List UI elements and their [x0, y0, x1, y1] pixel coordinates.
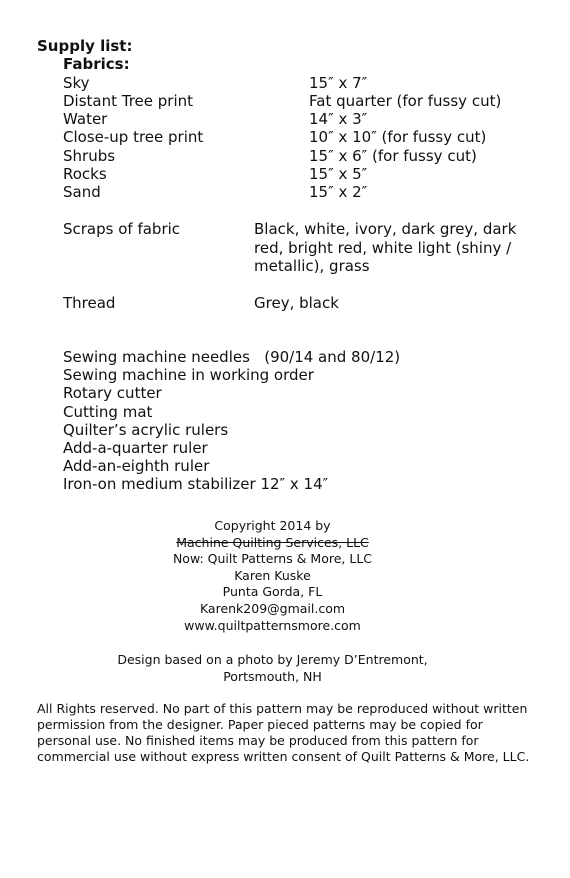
rights-notice: All Rights reserved. No part of this pattern may be reproduced without written permission from the designer. Paper pieced patterns may be copied for personal use. No finished items may be produced from this pattern for commercial use without express written consent of Quilt Patterns & More, LLC. — [37, 701, 530, 764]
fabric-name: Close-up tree print — [63, 128, 204, 146]
list-item: Cutting mat — [63, 402, 153, 421]
fabric-size: 15″ x 6″ (for fussy cut) — [309, 147, 477, 165]
list-item: Add-a-quarter ruler — [63, 439, 208, 458]
thread-value: Grey, black — [254, 294, 339, 312]
fabrics-subheading: Fabrics: — [63, 55, 130, 73]
author-name: Karen Kuske — [234, 567, 311, 583]
website: www.quiltpatternsmore.com — [184, 617, 361, 633]
fabric-size: 15″ x 2″ — [309, 183, 368, 201]
fabric-size: Fat quarter (for fussy cut) — [309, 92, 502, 110]
supply-list-heading: Supply list: — [37, 37, 133, 55]
fabric-name: Sky — [63, 74, 90, 92]
former-company-name: Machine Quilting Services, LLC — [176, 534, 369, 550]
fabric-name: Rocks — [63, 165, 107, 183]
fabric-name: Sand — [63, 183, 101, 201]
design-credit-location: Portsmouth, NH — [223, 668, 322, 684]
thread-label: Thread — [63, 294, 116, 312]
copyright-line: Copyright 2014 by — [214, 518, 331, 533]
author-location: Punta Gorda, FL — [222, 584, 323, 600]
list-item: Rotary cutter — [63, 384, 162, 403]
list-item: Iron-on medium stabilizer 12″ x 14″ — [63, 475, 329, 494]
company-name: Now: Quilt Patterns & More, LLC — [172, 551, 373, 567]
fabric-size: 15″ x 7″ — [309, 74, 368, 92]
fabric-size: 10″ x 10″ (for fussy cut) — [309, 128, 487, 146]
scraps-label: Scraps of fabric — [63, 220, 181, 238]
fabric-name: Water — [63, 110, 108, 128]
list-item: Add-an-eighth ruler — [63, 457, 210, 476]
fabric-name: Shrubs — [63, 147, 116, 165]
list-item: Quilter’s acrylic rulers — [63, 420, 229, 439]
author-email: Karenk209@gmail.com — [199, 600, 346, 616]
fabric-name: Distant Tree print — [63, 92, 194, 110]
scraps-value: Black, white, ivory, dark grey, dark red, bright red, white light (shiny / metallic), grass — [254, 220, 517, 275]
supplies-list — [63, 348, 400, 494]
copyright-block — [0, 518, 545, 634]
design-credit — [0, 652, 545, 685]
fabric-size: 15″ x 5″ — [309, 165, 368, 183]
fabric-size: 14″ x 3″ — [309, 110, 368, 128]
design-credit-line: Design based on a photo by Jeremy D’Entremont, — [117, 652, 428, 667]
list-item: Sewing machine in working order — [63, 366, 314, 385]
list-item: Sewing machine needles (90/14 and 80/12) — [63, 348, 401, 366]
